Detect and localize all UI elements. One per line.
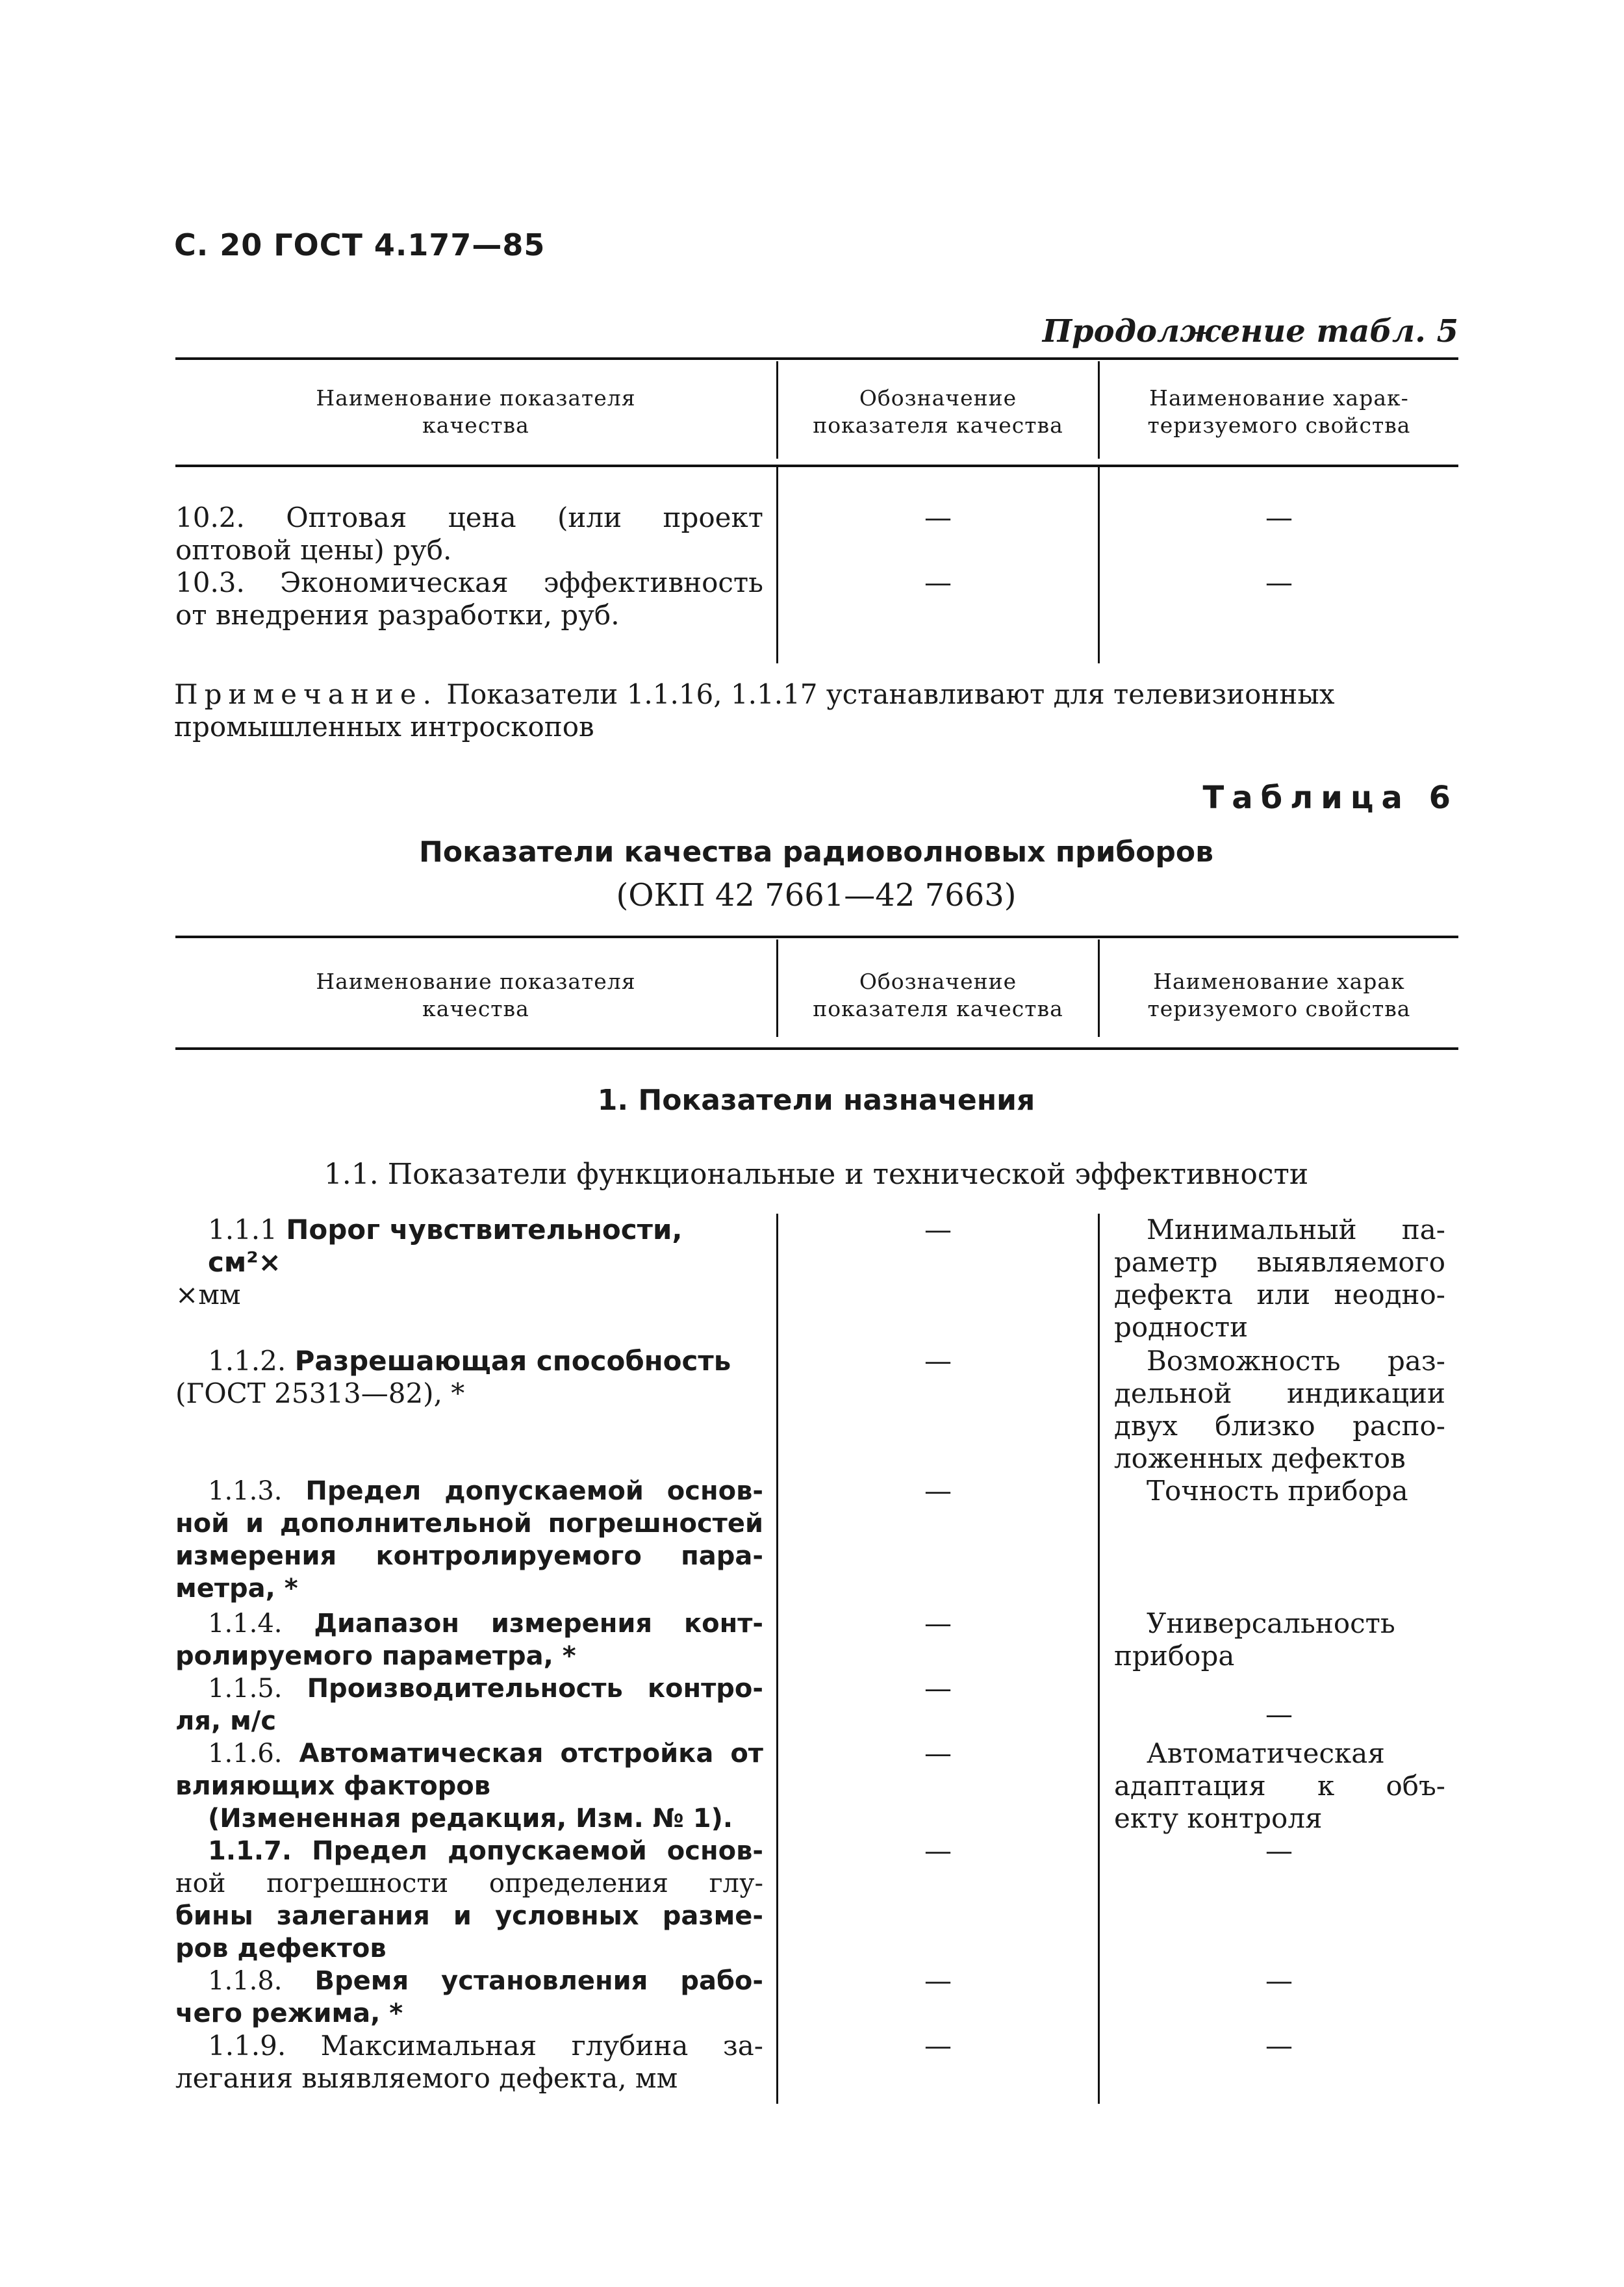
row-property: — [1265, 1698, 1293, 1730]
row-name-line [175, 2030, 763, 2062]
table-note [174, 678, 1458, 743]
header-line: Наименование показателя [316, 385, 636, 411]
row-symbol: — [924, 1737, 952, 1769]
row-property: — [1265, 1835, 1293, 1867]
table-continuation-label: Продолжение табл. 5 [1042, 313, 1458, 350]
table-6-row [175, 1214, 763, 1311]
property-line: ложенных дефектов [1114, 1442, 1406, 1474]
row-name: Предел допускаемой основ- [305, 1476, 763, 1506]
row-name-line: метра, * [175, 1574, 298, 1603]
table-6-row [175, 1965, 763, 2030]
table-6-row [175, 1737, 763, 1835]
row-name-line: ×мм [175, 1279, 241, 1310]
header-line: Наименование харак [1153, 969, 1405, 994]
property-line: родности [1114, 1311, 1249, 1343]
note-label: Примечание. [174, 678, 438, 710]
page-reference: С. 20 ГОСТ 4.177—85 [174, 227, 546, 262]
row-name-line: ной погрешности определения глу- [175, 1869, 763, 1898]
subsection-title: 1.1. Показатели функциональные и технической эффективности [324, 1158, 1309, 1191]
row-name-line [175, 1607, 763, 1640]
row-name: Производительность контро- [307, 1674, 763, 1704]
property-line: дельной индикации [1114, 1377, 1445, 1409]
row-name-line: 10.2. Оптовая цена (или проект [175, 502, 763, 533]
row-name-line: ной и дополнительной погрешностей [175, 1509, 763, 1539]
row-name-line: бины залегания и условных разме- [175, 1901, 763, 1931]
property-line: Универсальность [1147, 1607, 1395, 1639]
row-name-line: 10.3. Экономическая эффективность [175, 567, 763, 598]
table-5-divider [1098, 467, 1100, 663]
row-symbol: — [924, 2030, 952, 2062]
property-line: екту контроля [1114, 1802, 1323, 1834]
row-name-line [175, 1835, 763, 1867]
row-property: — [1265, 2030, 1293, 2062]
table-5-header-symbol [778, 385, 1098, 439]
row-number: 1.1.5. [208, 1674, 283, 1704]
row-number: 1.1.7. [208, 1836, 292, 1866]
row-symbol: — [924, 1475, 952, 1507]
table-6-row [175, 1835, 763, 1965]
header-line: Наименование харак- [1149, 385, 1409, 411]
table-5-row [175, 502, 763, 567]
row-name-line [175, 1345, 763, 1377]
header-line: Обозначение [859, 385, 1017, 411]
table-6-subtitle: (ОКП 42 7661—42 7663) [616, 877, 1017, 914]
header-line: Обозначение [859, 969, 1017, 994]
table-6-header-symbol [778, 968, 1098, 1023]
header-line: показателя качества [813, 413, 1063, 438]
row-name-line: чего режима, * [175, 1999, 403, 2028]
table-5-header-rule [175, 465, 1458, 467]
row-name: Порог чувствительности, см²× [208, 1214, 683, 1278]
row-name-line: (ГОСТ 25313—82), * [175, 1377, 465, 1409]
property-line: Возможность раз- [1147, 1345, 1445, 1377]
row-number: 1.1.1 [208, 1214, 277, 1246]
row-name-line: оптовой цены) руб. [175, 534, 452, 566]
property-line: раметр выявляемого [1114, 1246, 1445, 1278]
row-name: Автоматическая отстройка от [299, 1739, 763, 1769]
row-name-line [175, 1672, 763, 1705]
header-line: показателя качества [813, 996, 1063, 1021]
row-name: Диапазон измерения конт- [314, 1609, 763, 1639]
row-name: Предел допускаемой основ- [312, 1836, 763, 1866]
row-symbol: — [924, 1965, 952, 1997]
header-line: теризуемого свойства [1147, 996, 1411, 1021]
property-line: Точность прибора [1147, 1475, 1408, 1507]
table-6-row [175, 2030, 763, 2095]
row-property [1114, 1607, 1445, 1672]
row-number: 1.1.6. [208, 1739, 283, 1769]
row-property [1114, 1475, 1445, 1507]
table-6-row [175, 1345, 763, 1410]
header-line: теризуемого свойства [1147, 413, 1411, 438]
table-5-header-name [175, 385, 776, 439]
row-property: — [1265, 1965, 1293, 1997]
row-name-line: ролируемого параметра, * [175, 1641, 576, 1671]
row-name-line: измерения контролируемого пара- [175, 1541, 763, 1571]
row-name-line: ля, м/с [175, 1706, 277, 1736]
header-line: качества [422, 996, 529, 1021]
row-name: Максимальная глубина за- [320, 2030, 763, 2062]
row-name-line: влияющих факторов [175, 1771, 491, 1801]
property-line: Автоматическая [1147, 1737, 1385, 1769]
table-6-row [175, 1672, 763, 1737]
row-name-line: легания выявляемого дефекта, мм [175, 2062, 678, 2094]
property-line: дефекта или неодно- [1114, 1279, 1445, 1310]
row-number: 1.1.2. [208, 1345, 286, 1377]
table-6-row [175, 1607, 763, 1672]
row-property [1114, 1737, 1445, 1835]
row-number: 1.1.8. [208, 1966, 283, 1996]
table-6-header-property [1100, 968, 1458, 1023]
row-symbol: — [924, 502, 952, 533]
row-name: Разрешающая способность [294, 1345, 731, 1377]
property-line: адаптация к объ- [1114, 1770, 1445, 1802]
note-text: Показатели 1.1.16, 1.1.17 устанавливают для телевизионных промышленных интроскопов [174, 678, 1335, 743]
table-6-top-rule [175, 936, 1458, 938]
row-number: 1.1.9. [208, 2030, 286, 2062]
row-name-line [175, 1214, 763, 1279]
row-symbol: — [924, 1345, 952, 1377]
table-6-header-name [175, 968, 776, 1023]
row-name-line: (Измененная редакция, Изм. № 1). [208, 1804, 733, 1833]
section-title: 1. Показатели назначения [597, 1084, 1035, 1117]
table-6-row [175, 1475, 763, 1605]
property-line: двух близко распо- [1114, 1410, 1445, 1442]
row-name-line [175, 1475, 763, 1507]
row-symbol: — [924, 1672, 952, 1704]
row-name-line: от внедрения разработки, руб. [175, 599, 620, 631]
row-name-line [175, 1737, 763, 1770]
property-line: прибора [1114, 1640, 1235, 1672]
table-5-top-rule [175, 357, 1458, 360]
row-symbol: — [924, 1835, 952, 1867]
row-property: — [1265, 567, 1293, 598]
header-line: качества [422, 413, 529, 438]
row-symbol: — [924, 567, 952, 598]
table-6-header-rule [175, 1047, 1458, 1050]
table-5-divider [776, 467, 778, 663]
table-6-label: Таблица 6 [1202, 780, 1458, 816]
table-5-header-property [1100, 385, 1458, 439]
table-6-title: Показатели качества радиоволновых приборов [419, 836, 1213, 869]
row-name-line: ров дефектов [175, 1934, 387, 1963]
row-symbol: — [924, 1607, 952, 1639]
row-property [1114, 1345, 1445, 1475]
row-name-line [175, 1965, 763, 1997]
row-property: — [1265, 502, 1293, 533]
header-line: Наименование показателя [316, 969, 636, 994]
table-5-row [175, 567, 763, 632]
row-number: 1.1.3. [208, 1476, 283, 1506]
row-property [1114, 1214, 1445, 1344]
row-number: 1.1.4. [208, 1609, 283, 1639]
property-line: Минимальный па- [1147, 1214, 1445, 1246]
row-name: Время установления рабо- [314, 1966, 763, 1996]
row-symbol: — [924, 1214, 952, 1246]
